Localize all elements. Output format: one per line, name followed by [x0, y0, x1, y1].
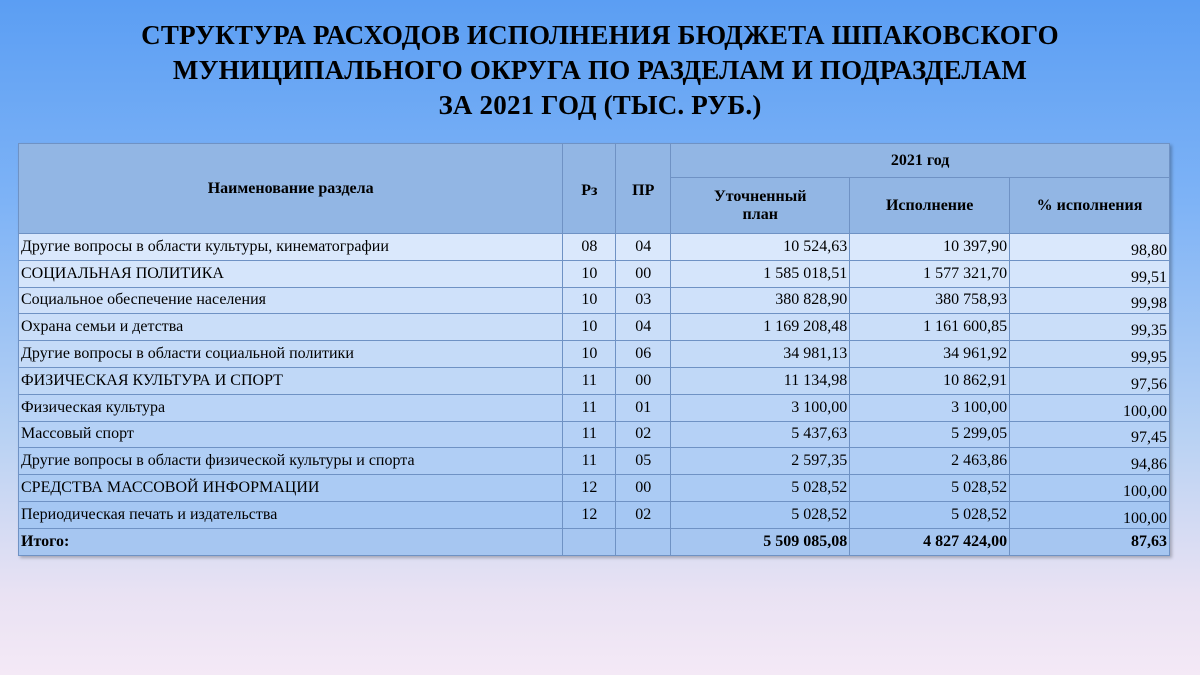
cell-name: СОЦИАЛЬНАЯ ПОЛИТИКА [19, 260, 563, 287]
cell-pct: 98,80 [1010, 234, 1170, 261]
table-row [19, 501, 1170, 528]
empty-cell [563, 528, 616, 555]
cell-plan: 5 437,63 [671, 421, 850, 448]
cell-pct: 97,56 [1010, 367, 1170, 394]
table-row [19, 367, 1170, 394]
cell-exec: 5 028,52 [850, 475, 1010, 502]
cell-plan: 11 134,98 [671, 367, 850, 394]
cell-rz: 12 [563, 475, 616, 502]
cell-name: Другие вопросы в области физической культуры и спорта [19, 448, 563, 475]
cell-pct: 94,86 [1010, 448, 1170, 475]
cell-name: Периодическая печать и издательства [19, 501, 563, 528]
cell-plan: 2 597,35 [671, 448, 850, 475]
cell-pr: 03 [616, 287, 671, 314]
total-row [19, 528, 1170, 555]
title-line: ЗА 2021 ГОД (ТЫС. РУБ.) [438, 90, 762, 120]
header-plan: Уточненный план [671, 178, 850, 234]
empty-cell [616, 528, 671, 555]
header-year: 2021 год [671, 144, 1170, 178]
cell-pr: 02 [616, 501, 671, 528]
cell-rz: 12 [563, 501, 616, 528]
table-row [19, 260, 1170, 287]
cell-name: СРЕДСТВА МАССОВОЙ ИНФОРМАЦИИ [19, 475, 563, 502]
cell-pr: 00 [616, 475, 671, 502]
cell-plan: 5 028,52 [671, 475, 850, 502]
slide-title [0, 18, 1200, 123]
table-row [19, 475, 1170, 502]
cell-rz: 11 [563, 367, 616, 394]
table-row [19, 314, 1170, 341]
table-row [19, 394, 1170, 421]
title-line: СТРУКТУРА РАСХОДОВ ИСПОЛНЕНИЯ БЮДЖЕТА ШПАКОВСКОГО [141, 20, 1059, 50]
table-row [19, 448, 1170, 475]
cell-name: Физическая культура [19, 394, 563, 421]
cell-plan: 380 828,90 [671, 287, 850, 314]
cell-pct: 99,98 [1010, 287, 1170, 314]
cell-plan: 34 981,13 [671, 341, 850, 368]
cell-pr: 06 [616, 341, 671, 368]
cell-rz: 10 [563, 314, 616, 341]
cell-pct: 99,51 [1010, 260, 1170, 287]
cell-exec: 34 961,92 [850, 341, 1010, 368]
cell-pr: 01 [616, 394, 671, 421]
cell-name: ФИЗИЧЕСКАЯ КУЛЬТУРА И СПОРТ [19, 367, 563, 394]
cell-pct: 99,35 [1010, 314, 1170, 341]
cell-pr: 04 [616, 314, 671, 341]
title-line: МУНИЦИПАЛЬНОГО ОКРУГА ПО РАЗДЕЛАМ И ПОДРАЗДЕЛАМ [172, 55, 1028, 85]
cell-plan: 1 585 018,51 [671, 260, 850, 287]
cell-rz: 11 [563, 394, 616, 421]
cell-exec: 10 862,91 [850, 367, 1010, 394]
cell-pct: 99,95 [1010, 341, 1170, 368]
cell-rz: 10 [563, 287, 616, 314]
cell-pct: 100,00 [1010, 501, 1170, 528]
cell-plan: 10 524,63 [671, 234, 850, 261]
header-rz: Рз [563, 144, 616, 234]
cell-exec: 380 758,93 [850, 287, 1010, 314]
table-row [19, 287, 1170, 314]
cell-exec: 10 397,90 [850, 234, 1010, 261]
header-exec: Исполнение [850, 178, 1010, 234]
cell-pr: 02 [616, 421, 671, 448]
total-plan: 5 509 085,08 [671, 528, 850, 555]
cell-name: Другие вопросы в области культуры, кинематографии [19, 234, 563, 261]
cell-exec: 5 299,05 [850, 421, 1010, 448]
cell-pr: 05 [616, 448, 671, 475]
header-name: Наименование раздела [19, 144, 563, 234]
budget-table [18, 143, 1170, 556]
cell-exec: 3 100,00 [850, 394, 1010, 421]
cell-plan: 5 028,52 [671, 501, 850, 528]
total-name: Итого: [19, 528, 563, 555]
cell-name: Социальное обеспечение населения [19, 287, 563, 314]
total-exec: 4 827 424,00 [850, 528, 1010, 555]
cell-exec: 2 463,86 [850, 448, 1010, 475]
cell-rz: 08 [563, 234, 616, 261]
cell-pr: 00 [616, 367, 671, 394]
cell-pct: 97,45 [1010, 421, 1170, 448]
cell-exec: 5 028,52 [850, 501, 1010, 528]
table-row [19, 421, 1170, 448]
cell-rz: 11 [563, 421, 616, 448]
cell-pr: 04 [616, 234, 671, 261]
cell-rz: 10 [563, 260, 616, 287]
cell-exec: 1 577 321,70 [850, 260, 1010, 287]
cell-rz: 11 [563, 448, 616, 475]
cell-pr: 00 [616, 260, 671, 287]
cell-pct: 100,00 [1010, 475, 1170, 502]
total-pct: 87,63 [1010, 528, 1170, 555]
cell-name: Массовый спорт [19, 421, 563, 448]
header-pct: % исполнения [1010, 178, 1170, 234]
cell-exec: 1 161 600,85 [850, 314, 1010, 341]
header-pr: ПР [616, 144, 671, 234]
cell-name: Другие вопросы в области социальной политики [19, 341, 563, 368]
cell-rz: 10 [563, 341, 616, 368]
cell-name: Охрана семьи и детства [19, 314, 563, 341]
cell-plan: 1 169 208,48 [671, 314, 850, 341]
cell-pct: 100,00 [1010, 394, 1170, 421]
table-row [19, 341, 1170, 368]
table-row [19, 234, 1170, 261]
cell-plan: 3 100,00 [671, 394, 850, 421]
